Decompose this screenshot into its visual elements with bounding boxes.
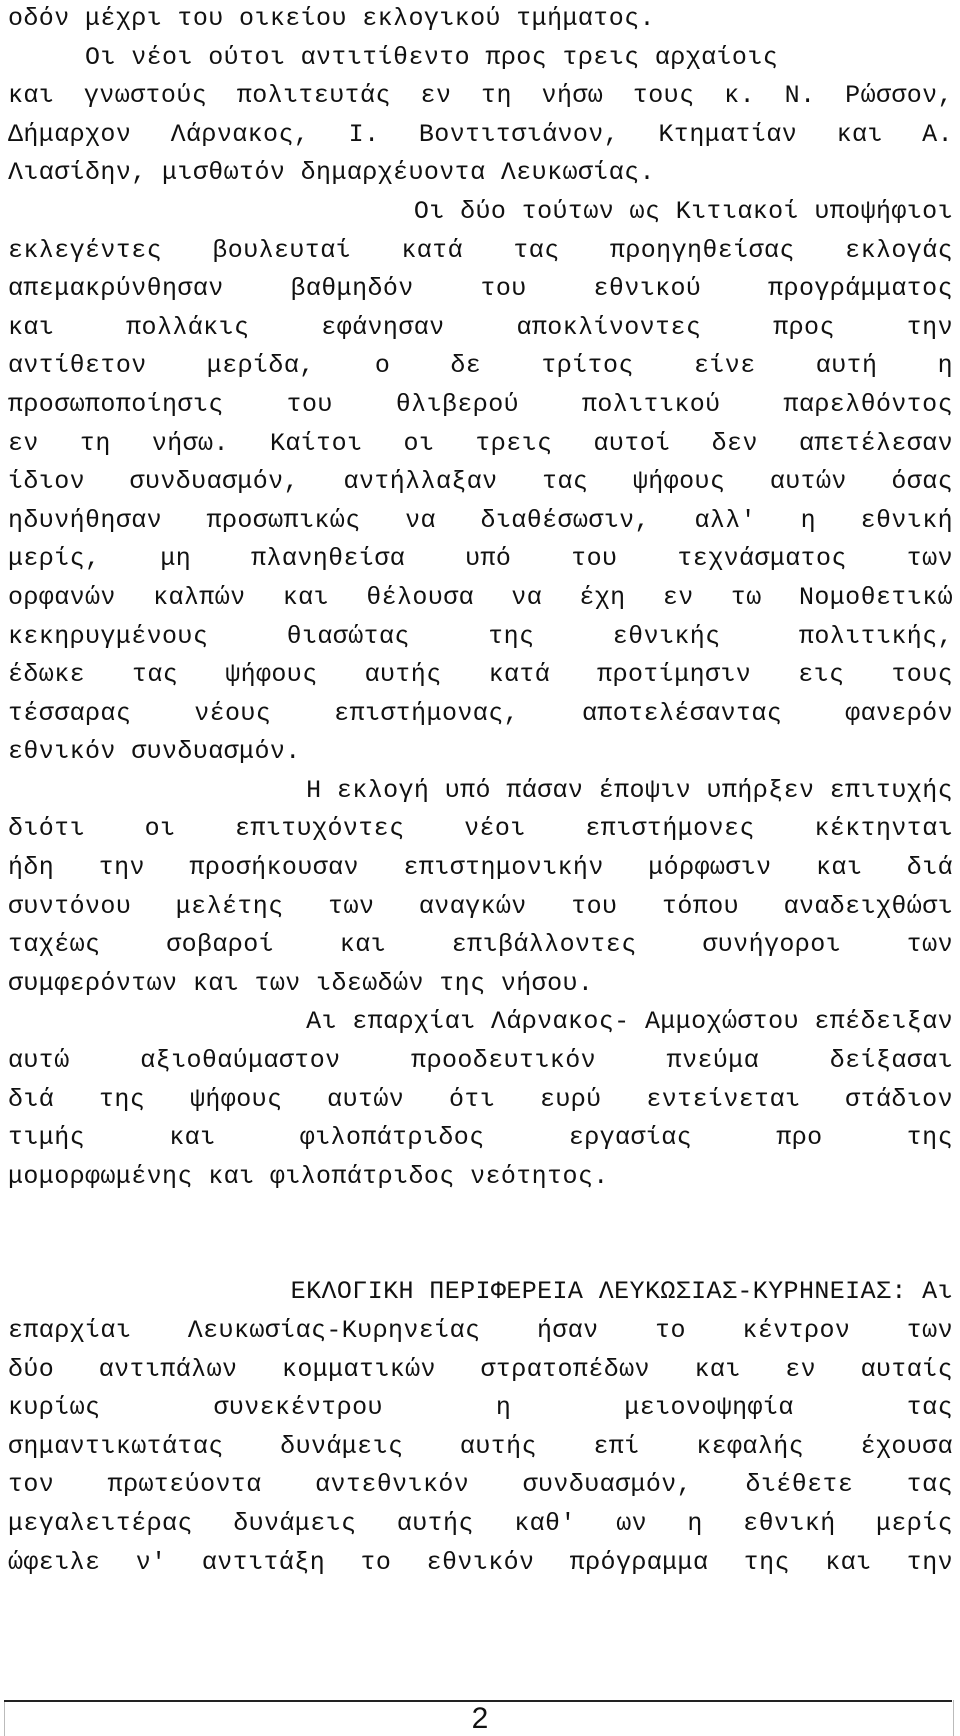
text-line: κεκηρυγμένους θιασώτας της εθνικής πολιτικής, [8,621,953,651]
text-line: συμφερόντων και των ιδεωδών της νήσου. [8,968,594,998]
section-heading-line: ΕΚΛΟΓΙΚΗ ΠΕΡΙΦΕΡΕΙΑ ΛΕΥΚΩΣΙΑΣ-ΚΥΡΗΝΕΙΑΣ: Αι [213,1277,953,1307]
text-line: προσωποποίησις του θλιβερού πολιτικού παρελθόντος [8,389,953,419]
text-line: εθνικόν συνδυασμόν. [8,737,301,767]
text-line: απεμακρύνθησαν βαθμηδόν του εθνικού προγράμματος [8,274,953,304]
text-line: μεγαλειτέρας δυνάμεις αυτής καθ' ων η εθνική μερίς [8,1508,953,1538]
text-line: ορφανών καλπών και θέλουσα να έχη εν τω Νομοθετικώ [8,582,953,612]
text-line: εν τη νήσω. Καίτοι οι τρεις αυτοί δεν απετέλεσαν [8,428,953,458]
text-line: ώφειλε ν' αντιτάξη το εθνικόν πρόγραμμα της και την [8,1547,953,1577]
text-line: ίδιον συνδυασμόν, αντήλλαξαν τας ψήφους αυτών όσας [8,467,953,497]
text-line: ηδυνήθησαν προσωπικώς να διαθέσωσιν, αλλ' η εθνική [8,505,953,535]
text-line: Οι δύο τούτων ως Κιτιακοί υποψήφιοι [336,196,953,226]
text-line: αντίθετον μερίδα, ο δε τρίτος είνε αυτή η [8,351,953,381]
text-line: συντόνου μελέτης των αναγκών του τόπου αναδειχθώσι [8,891,953,921]
text-line: κυρίως συνεκέντρου η μειονοψηφία τας [8,1393,953,1423]
text-line: Λιασίδην, μισθωτόν δημαρχέυοντα Λευκωσίας. [8,158,655,188]
text-line: οδόν μέχρι του οικείου εκλογικού τμήματος. [8,4,655,33]
text-line: και πολλάκις εφάνησαν αποκλίνοντες προς την [8,312,953,342]
text-line: επαρχίαι Λευκωσίας-Κυρηνείας ήσαν το κέντρον των [8,1316,953,1345]
text-line: Δήμαρχον Λάρνακος, Ι. Βοντιτσιάνον, Κτηματίαν και Α. [8,119,953,149]
text-line: τον πρωτεύοντα αντεθνικόν συνδυασμόν, διέθετε τας [8,1470,953,1500]
text-line: μομορφωμένης και φιλοπάτριδος νεότητος. [8,1161,609,1191]
text-line: ταχέως σοβαροί και επιβάλλοντες συνήγοροι των [8,930,953,960]
text-body [8,0,953,1582]
page-number: 2 [471,1702,489,1735]
paragraph-gap [8,1196,953,1273]
text-line: τιμής και φιλοπάτριδος εργασίας προ της [8,1123,953,1153]
text-line: σημαντικωτάτας δυνάμεις αυτής επί κεφαλής έχουσα [8,1431,953,1461]
text-line: ήδη την προσήκουσαν επιστημονικήν μόρφωσιν και διά [8,853,953,883]
text-line: μερίς, μη πλανηθείσα υπό του τεχνάσματος των [8,544,953,574]
text-line: εκλεγέντες βουλευταί κατά τας προηγηθείσας εκλογάς [8,235,953,265]
text-line: δύο αντιπάλων κομματικών στρατοπέδων και εν αυταίς [8,1354,953,1384]
text-line: αυτώ αξιοθαύμαστον προοδευτικόν πνεύμα δείξασαι [8,1046,953,1076]
text-line: Η εκλογή υπό πάσαν έποψιν υπήρξεν επιτυχής [229,775,953,805]
text-line: διά της ψήφους αυτών ότι ευρύ εντείνεται στάδιον [8,1084,953,1114]
text-line: τέσσαρας νέους επιστήμονας, αποτελέσαντας φανερόν [8,698,953,728]
text-line: Αι επαρχίαι Λάρνακος- Αμμοχώστου επέδειξαν [229,1007,953,1037]
text-line: έδωκε τας ψήφους αυτής κατά προτίμησιν εις τους [8,660,953,690]
text-line: Οι νέοι ούτοι αντιτίθεντο προς τρεις αρχαίοις [8,42,779,72]
text-line: διότι οι επιτυχόντες νέοι επιστήμονες κέκτηνται [8,814,953,844]
text-line: και γνωστούς πολιτευτάς εν τη νήσω τους κ. Ν. Ρώσσον, [8,81,953,111]
